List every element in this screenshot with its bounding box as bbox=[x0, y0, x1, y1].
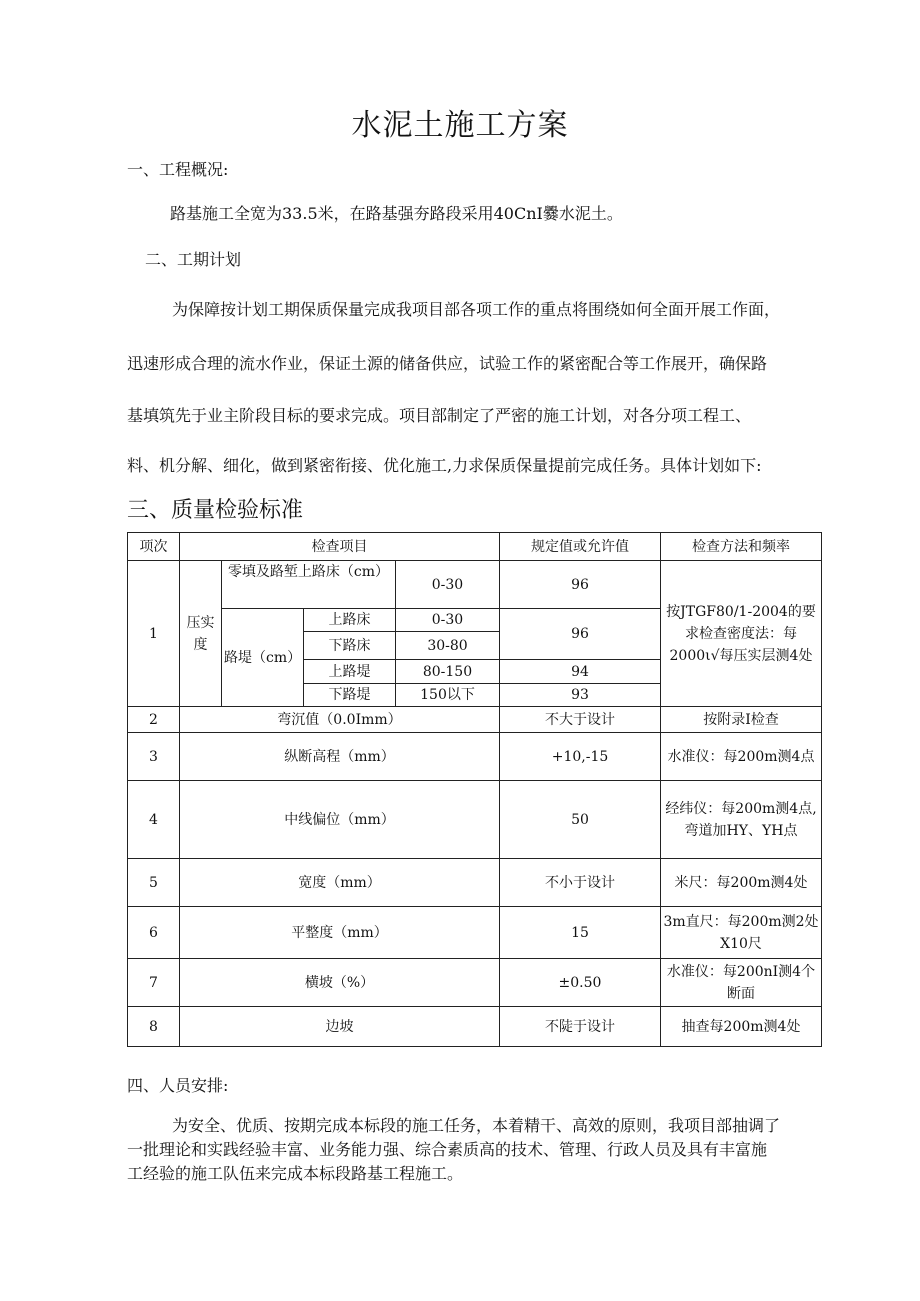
row-value: 50 bbox=[500, 781, 661, 859]
row-no: 2 bbox=[128, 707, 180, 733]
overview-paragraph: 路基施工全宽为33.5米，在路基强夯路段采用40CnI爨水泥土。 bbox=[170, 204, 623, 223]
header-value: 规定值或允许值 bbox=[500, 533, 661, 561]
row-value: 不陡于设计 bbox=[500, 1007, 661, 1047]
row-item: 边坡 bbox=[180, 1007, 500, 1047]
row-value: 15 bbox=[500, 907, 661, 959]
quality-standard-table bbox=[127, 532, 822, 1047]
layer-value: 96 bbox=[500, 609, 661, 660]
layer-range: 0-30 bbox=[396, 609, 500, 632]
row-value: 不大于设计 bbox=[500, 707, 661, 733]
subgrade-value: 96 bbox=[500, 561, 661, 609]
layer-value: 93 bbox=[500, 684, 661, 707]
row-method: 3m直尺：每200m测2处X10尺 bbox=[661, 907, 822, 959]
layer-range: 150以下 bbox=[396, 684, 500, 707]
row-no: 4 bbox=[128, 781, 180, 859]
schedule-line: 基填筑先于业主阶段目标的要求完成。项目部制定了严密的施工计划，对各分项工程工、 bbox=[127, 406, 752, 425]
section-heading-staffing: 四、人员安排: bbox=[127, 1076, 229, 1095]
row-method: 水准仪：每200nI测4个断面 bbox=[661, 959, 822, 1007]
staffing-line: 一批理论和实践经验丰富、业务能力强、综合素质高的技术、管理、行政人员及具有丰富施 bbox=[127, 1140, 768, 1159]
row-no: 8 bbox=[128, 1007, 180, 1047]
section-heading-schedule: 二、工期计划 bbox=[145, 250, 242, 269]
staffing-line: 为安全、优质、按期完成本标段的施工任务，本着精干、高效的原则，我项目部抽调了 bbox=[172, 1116, 781, 1135]
row-item: 纵断高程（mm） bbox=[180, 733, 500, 781]
section-heading-quality: 三、质量检验标准 bbox=[127, 498, 304, 523]
subgrade-label: 零填及路堑上路床（cm） bbox=[222, 561, 396, 609]
row-method: 抽查每200m测4处 bbox=[661, 1007, 822, 1047]
header-item: 检查项目 bbox=[180, 533, 500, 561]
layer-value: 94 bbox=[500, 660, 661, 684]
section-heading-overview: 一、工程概况: bbox=[127, 160, 229, 179]
staffing-line: 工经验的施工队伍来完成本标段路基工程施工。 bbox=[127, 1164, 464, 1183]
row-no: 5 bbox=[128, 859, 180, 907]
table-row bbox=[128, 907, 822, 959]
layer-range: 80-150 bbox=[396, 660, 500, 684]
row-method: 米尺：每200m测4处 bbox=[661, 859, 822, 907]
schedule-line: 料、机分解、细化，做到紧密衔接、优化施工,力求保质保量提前完成任务。具体计划如下: bbox=[127, 456, 762, 475]
table-row bbox=[128, 781, 822, 859]
row-no: 6 bbox=[128, 907, 180, 959]
table-row bbox=[128, 1007, 822, 1047]
layer-name: 上路堤 bbox=[304, 660, 396, 684]
compaction-group: 压实度 bbox=[180, 561, 222, 707]
embankment-label: 路堤（cm） bbox=[222, 609, 304, 707]
header-method: 检查方法和频率 bbox=[661, 533, 822, 561]
subgrade-range: 0-30 bbox=[396, 561, 500, 609]
table-row bbox=[128, 859, 822, 907]
document-title: 水泥土施工方案 bbox=[351, 108, 569, 143]
layer-name: 下路堤 bbox=[304, 684, 396, 707]
row-item: 弯沉值（0.0Imm） bbox=[180, 707, 500, 733]
table-row bbox=[128, 707, 822, 733]
row-value: 不小于设计 bbox=[500, 859, 661, 907]
row-method: 水准仪：每200m测4点 bbox=[661, 733, 822, 781]
schedule-line: 迅速形成合理的流水作业，保证土源的储备供应，试验工作的紧密配合等工作展开，确保路 bbox=[127, 354, 768, 373]
row-no: 7 bbox=[128, 959, 180, 1007]
table-header-row bbox=[128, 533, 822, 561]
layer-name: 上路床 bbox=[304, 609, 396, 632]
row-item: 平整度（mm） bbox=[180, 907, 500, 959]
row-item: 中线偏位（mm） bbox=[180, 781, 500, 859]
layer-range: 30-80 bbox=[396, 632, 500, 660]
row-item: 宽度（mm） bbox=[180, 859, 500, 907]
schedule-line: 为保障按计划工期保质保量完成我项目部各项工作的重点将围绕如何全面开展工作面， bbox=[172, 300, 781, 319]
header-no: 项次 bbox=[128, 533, 180, 561]
layer-name: 下路床 bbox=[304, 632, 396, 660]
row-item: 横坡（%） bbox=[180, 959, 500, 1007]
row-value: ±0.50 bbox=[500, 959, 661, 1007]
row-value: +10,-15 bbox=[500, 733, 661, 781]
compaction-method: 按JTGF80/1-2004的要求检查密度法：每2000ι√每压实层测4处 bbox=[661, 561, 822, 707]
row-no: 1 bbox=[128, 561, 180, 707]
table-row bbox=[128, 959, 822, 1007]
row-method: 按附录I检查 bbox=[661, 707, 822, 733]
row-no: 3 bbox=[128, 733, 180, 781]
table-row bbox=[128, 561, 822, 609]
row-method: 经纬仪：每200m测4点,弯道加HY、YH点 bbox=[661, 781, 822, 859]
table-row bbox=[128, 733, 822, 781]
